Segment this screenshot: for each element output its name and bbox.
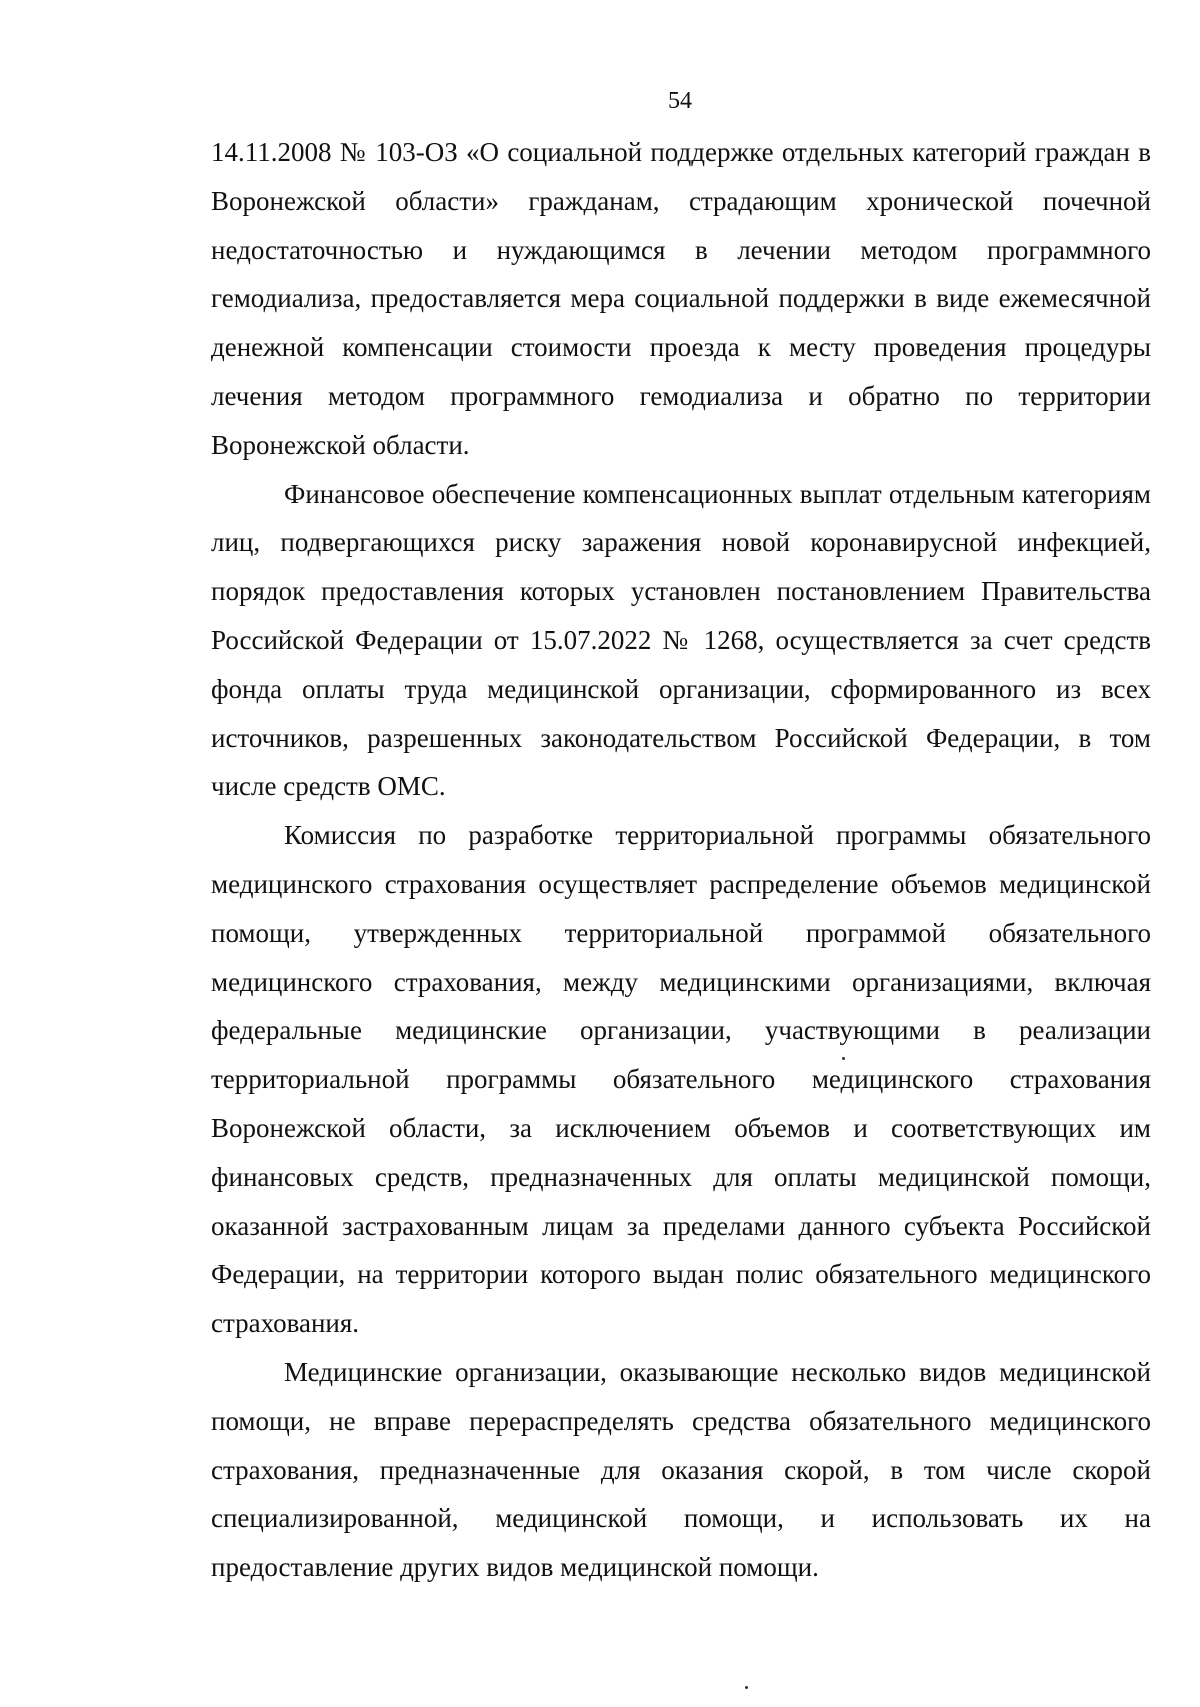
paragraph-commission-distribution: Комиссия по разработке территориальной программы обязательного медицинского страхования осуществляет распределение объемов медицинской помощи, утвержденных территориальной программой обязательного медицинского страхования, между медицинскими организациями, включая федеральные медицинские организации, участвующими в реализации территориальной программы обязательного медицинского страхования Воронежской области, за исключением объемов и соответствующих им финансовых средств, предназначенных для оплаты медицинской помощи, оказанной застрахованным лицам за пределами данного субъекта Российской Федерации, на территории которого выдан полис обязательного медицинского страхования. bbox=[211, 820, 1151, 1339]
page-number: 54 bbox=[668, 88, 692, 114]
document-body bbox=[211, 128, 1151, 1592]
paragraph-ambulance-funds: Медицинские организации, оказывающие несколько видов медицинской помощи, не вправе перераспределять средства обязательного медицинского страхования, предназначенные для оказания скорой, в том числе скорой специализированной, медицинской помощи, и использовать их на предоставление других видов медицинской помощи. bbox=[211, 1356, 1151, 1583]
paragraph-continuation: 14.11.2008 № 103-ОЗ «О социальной поддержке отдельных категорий граждан в Воронежской области» гражданам, страдающим хронической почечной недостаточностью и нуждающимся в лечении методом программного гемодиализа, предоставляется мера социальной поддержки в виде ежемесячной денежной компенсации стоимости проезда к месту проведения процедуры лечения методом программного гемодиализа и обратно по территории Воронежской области. bbox=[211, 137, 1151, 460]
scan-speck bbox=[842, 1057, 845, 1060]
scan-speck bbox=[745, 1686, 748, 1689]
paragraph-covid-compensation: Финансовое обеспечение компенсационных выплат отдельным категориям лиц, подвергающихся риску заражения новой коронавирусной инфекцией, порядок предоставления которых установлен постановлением Правительства Российской Федерации от 15.07.2022 № 1268, осуществляется за счет средств фонда оплаты труда медицинской организации, сформированного из всех источников, разрешенных законодательством Российской Федерации, в том числе средств ОМС. bbox=[211, 478, 1151, 802]
